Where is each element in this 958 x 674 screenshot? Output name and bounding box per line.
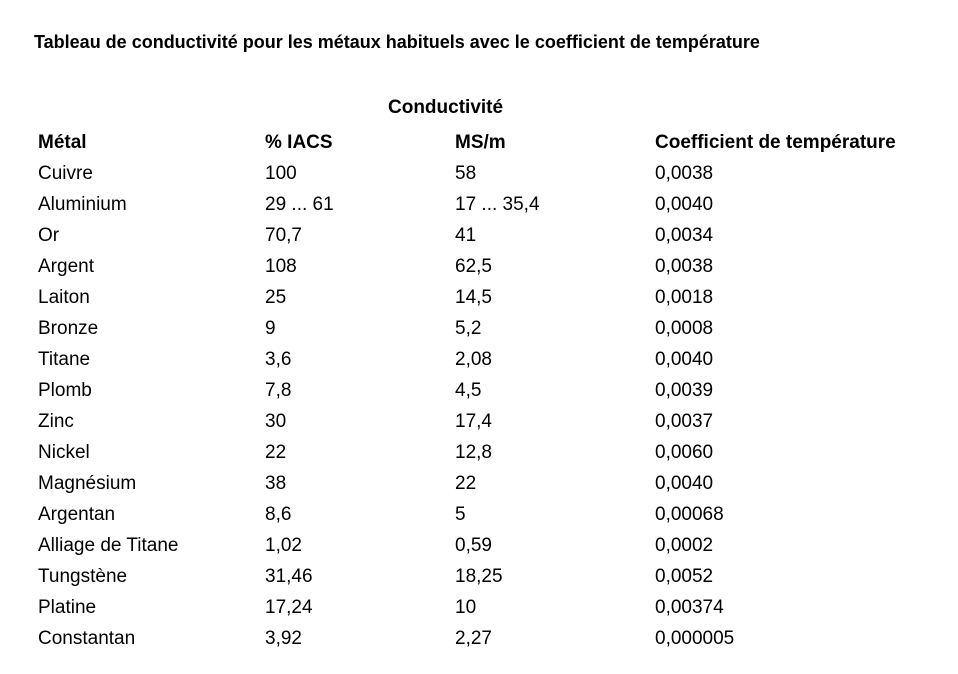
msm-cell: 14,5 (455, 286, 492, 308)
table-body (38, 158, 955, 654)
temperature-coefficient-cell: 0,0038 (655, 162, 714, 184)
iacs-cell: 8,6 (265, 503, 292, 525)
temperature-coefficient-cell: 0,000005 (655, 627, 735, 649)
temperature-coefficient-cell: 0,00374 (655, 596, 724, 618)
table-header (38, 127, 955, 158)
iacs-cell: 70,7 (265, 224, 302, 246)
conductivity-table (38, 127, 955, 654)
temperature-coefficient-cell: 0,0034 (655, 224, 714, 246)
iacs-cell: 22 (265, 441, 287, 463)
metal-cell: Alliage de Titane (38, 534, 179, 556)
msm-cell: 2,27 (455, 627, 492, 649)
temperature-coefficient-cell: 0,0052 (655, 565, 714, 587)
table-row (38, 375, 955, 406)
temperature-coefficient-cell: 0,0038 (655, 255, 714, 277)
metal-cell: Titane (38, 348, 91, 370)
temperature-coefficient-cell: 0,00068 (655, 503, 724, 525)
iacs-cell: 25 (265, 286, 287, 308)
metal-cell: Tungstène (38, 565, 128, 587)
metal-cell: Constantan (38, 627, 136, 649)
iacs-cell: 100 (265, 162, 297, 184)
msm-cell: 10 (455, 596, 477, 618)
header-row (38, 127, 955, 158)
temperature-coefficient-cell: 0,0060 (655, 441, 714, 463)
iacs-cell: 31,46 (265, 565, 313, 587)
metal-cell: Laiton (38, 286, 90, 308)
iacs-cell: 7,8 (265, 379, 292, 401)
table-row (38, 251, 955, 282)
msm-cell: 18,25 (455, 565, 503, 587)
table-row (38, 592, 955, 623)
column-header-metal: Métal (38, 131, 87, 153)
iacs-cell: 29 ... 61 (265, 193, 334, 215)
temperature-coefficient-cell: 0,0002 (655, 534, 714, 556)
column-header-msm: MS/m (455, 131, 506, 153)
msm-cell: 5,2 (455, 317, 482, 339)
conductivity-group-header: Conductivité (388, 97, 504, 118)
msm-cell: 0,59 (455, 534, 492, 556)
table-row (38, 313, 955, 344)
iacs-cell: 30 (265, 410, 287, 432)
iacs-cell: 17,24 (265, 596, 313, 618)
metal-cell: Argent (38, 255, 94, 277)
msm-cell: 5 (455, 503, 466, 525)
column-header-iacs: % IACS (265, 131, 333, 153)
iacs-cell: 38 (265, 472, 287, 494)
msm-cell: 17 ... 35,4 (455, 193, 540, 215)
temperature-coefficient-cell: 0,0039 (655, 379, 714, 401)
msm-cell: 17,4 (455, 410, 492, 432)
iacs-cell: 1,02 (265, 534, 302, 556)
metal-cell: Zinc (38, 410, 74, 432)
column-header-temperature-coefficient: Coefficient de température (655, 131, 896, 153)
temperature-coefficient-cell: 0,0037 (655, 410, 714, 432)
page-title: Tableau de conductivité pour les métaux habituels avec le coefficient de température (34, 32, 760, 52)
table-row (38, 220, 955, 251)
msm-cell: 22 (455, 472, 477, 494)
msm-cell: 12,8 (455, 441, 492, 463)
metal-cell: Magnésium (38, 472, 137, 494)
metal-cell: Platine (38, 596, 97, 618)
temperature-coefficient-cell: 0,0040 (655, 193, 714, 215)
metal-cell: Nickel (38, 441, 90, 463)
metal-cell: Bronze (38, 317, 99, 339)
table-row (38, 158, 955, 189)
msm-cell: 4,5 (455, 379, 482, 401)
msm-cell: 58 (455, 162, 477, 184)
metal-cell: Aluminium (38, 193, 127, 215)
table-row (38, 344, 955, 375)
iacs-cell: 9 (265, 317, 276, 339)
temperature-coefficient-cell: 0,0040 (655, 472, 714, 494)
table-row (38, 561, 955, 592)
table-row (38, 189, 955, 220)
table-row (38, 406, 955, 437)
table-row (38, 530, 955, 561)
table-row (38, 468, 955, 499)
iacs-cell: 3,6 (265, 348, 292, 370)
temperature-coefficient-cell: 0,0008 (655, 317, 714, 339)
table-row (38, 437, 955, 468)
msm-cell: 41 (455, 224, 477, 246)
metal-cell: Argentan (38, 503, 116, 525)
temperature-coefficient-cell: 0,0040 (655, 348, 714, 370)
iacs-cell: 3,92 (265, 627, 302, 649)
table-row (38, 623, 955, 654)
iacs-cell: 108 (265, 255, 297, 277)
msm-cell: 2,08 (455, 348, 492, 370)
metal-cell: Or (38, 224, 60, 246)
table-row (38, 499, 955, 530)
table-row (38, 282, 955, 313)
metal-cell: Plomb (38, 379, 92, 401)
metal-cell: Cuivre (38, 162, 93, 184)
temperature-coefficient-cell: 0,0018 (655, 286, 714, 308)
msm-cell: 62,5 (455, 255, 492, 277)
